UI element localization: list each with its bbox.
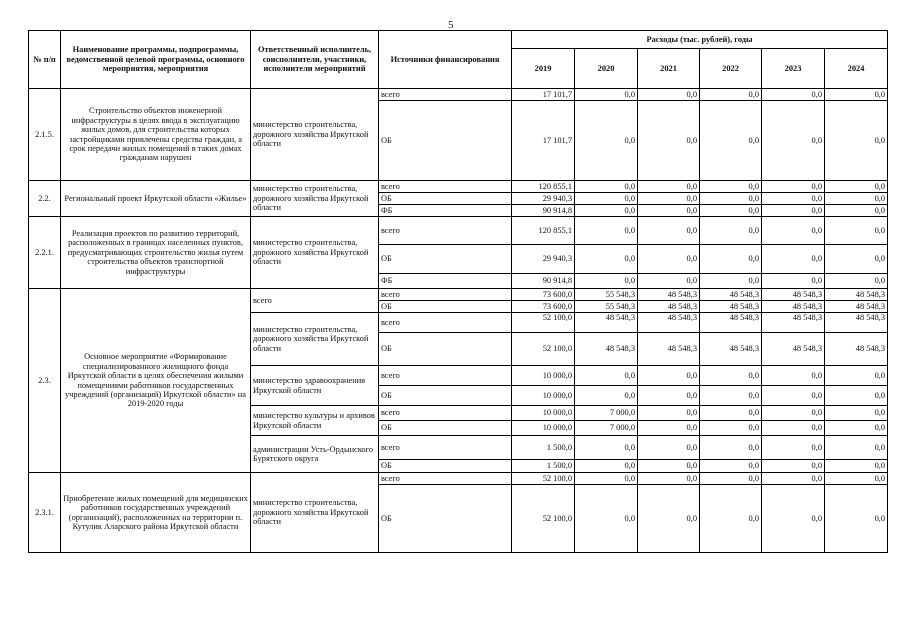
- value-cell: 0,0: [762, 217, 825, 245]
- header-source: Источники финансирования: [379, 31, 512, 89]
- value-cell: 0,0: [700, 274, 762, 289]
- value-cell: 0,0: [825, 217, 888, 245]
- row-source: всего: [379, 181, 512, 193]
- value-cell: 0,0: [825, 274, 888, 289]
- value-cell: 0,0: [762, 274, 825, 289]
- value-cell: 0,0: [825, 181, 888, 193]
- header-executor: Ответственный исполнитель, соисполнители, участники, исполнители мероприятий: [251, 31, 379, 89]
- header-expenses: Расходы (тыс. рублей), годы: [512, 31, 888, 49]
- row-source: ОБ: [379, 245, 512, 274]
- value-cell: 1 500,0: [512, 436, 575, 460]
- value-cell: 0,0: [638, 386, 700, 406]
- header-no: № п/п: [29, 31, 61, 89]
- value-cell: 0,0: [700, 89, 762, 101]
- row-source: ОБ: [379, 386, 512, 406]
- value-cell: 0,0: [700, 366, 762, 386]
- value-cell: 48 548,3: [762, 333, 825, 366]
- value-cell: 0,0: [762, 205, 825, 217]
- value-cell: 0,0: [575, 473, 638, 485]
- value-cell: 0,0: [638, 245, 700, 274]
- value-cell: 0,0: [575, 460, 638, 473]
- value-cell: 0,0: [638, 421, 700, 436]
- budget-table: [28, 30, 888, 553]
- row-source: ОБ: [379, 193, 512, 205]
- value-cell: 0,0: [575, 217, 638, 245]
- value-cell: 0,0: [762, 101, 825, 181]
- value-cell: 0,0: [762, 245, 825, 274]
- value-cell: 48 548,3: [575, 333, 638, 366]
- value-cell: 0,0: [575, 193, 638, 205]
- value-cell: 0,0: [700, 485, 762, 553]
- row-name: Основное мероприятие «Формирование специализированного жилищного фонда Иркутской области в целях обеспечения жилыми помещениями работников государственных учреждений (организаций) Иркутской области» на 2019-2020 годы: [61, 289, 251, 473]
- row-index: 2.2.: [29, 181, 61, 217]
- value-cell: 73 600,0: [512, 301, 575, 313]
- value-cell: 0,0: [762, 89, 825, 101]
- row-executor: администрации Усть-Ордынского Бурятского округа: [251, 436, 379, 473]
- value-cell: 0,0: [825, 89, 888, 101]
- value-cell: 0,0: [825, 245, 888, 274]
- value-cell: 48 548,3: [700, 333, 762, 366]
- value-cell: 48 548,3: [638, 313, 700, 333]
- row-source: всего: [379, 436, 512, 460]
- header-year: 2019: [512, 49, 575, 89]
- value-cell: 7 000,0: [575, 421, 638, 436]
- value-cell: 0,0: [638, 101, 700, 181]
- row-source: всего: [379, 313, 512, 333]
- header-year: 2023: [762, 49, 825, 89]
- value-cell: 0,0: [825, 460, 888, 473]
- row-source: всего: [379, 289, 512, 301]
- value-cell: 0,0: [762, 460, 825, 473]
- value-cell: 55 548,3: [575, 289, 638, 301]
- value-cell: 0,0: [700, 217, 762, 245]
- value-cell: 120 855,1: [512, 181, 575, 193]
- value-cell: 48 548,3: [762, 301, 825, 313]
- value-cell: 0,0: [700, 205, 762, 217]
- value-cell: 52 100,0: [512, 485, 575, 553]
- table-row: [29, 473, 888, 485]
- value-cell: 0,0: [825, 473, 888, 485]
- value-cell: 0,0: [700, 193, 762, 205]
- value-cell: 0,0: [638, 485, 700, 553]
- header-year: 2021: [638, 49, 700, 89]
- row-source: ОБ: [379, 485, 512, 553]
- header-year: 2024: [825, 49, 888, 89]
- value-cell: 0,0: [638, 406, 700, 421]
- value-cell: 17 101,7: [512, 89, 575, 101]
- value-cell: 0,0: [575, 485, 638, 553]
- header-year: 2020: [575, 49, 638, 89]
- value-cell: 0,0: [638, 89, 700, 101]
- value-cell: 0,0: [700, 386, 762, 406]
- value-cell: 0,0: [700, 460, 762, 473]
- row-source: ОБ: [379, 301, 512, 313]
- value-cell: 120 855,1: [512, 217, 575, 245]
- row-executor: всего: [251, 289, 379, 313]
- row-executor: министерство здравоохранения Иркутской области: [251, 366, 379, 406]
- row-source: всего: [379, 366, 512, 386]
- row-source: ОБ: [379, 460, 512, 473]
- value-cell: 10 000,0: [512, 421, 575, 436]
- value-cell: 52 100,0: [512, 473, 575, 485]
- value-cell: 0,0: [638, 205, 700, 217]
- value-cell: 73 600,0: [512, 289, 575, 301]
- value-cell: 0,0: [762, 473, 825, 485]
- value-cell: 0,0: [825, 205, 888, 217]
- value-cell: 0,0: [575, 386, 638, 406]
- value-cell: 17 101,7: [512, 101, 575, 181]
- value-cell: 29 940,3: [512, 245, 575, 274]
- row-source: всего: [379, 217, 512, 245]
- value-cell: 0,0: [762, 386, 825, 406]
- value-cell: 52 100,0: [512, 333, 575, 366]
- value-cell: 0,0: [575, 101, 638, 181]
- row-index: 2.3.1.: [29, 473, 61, 553]
- value-cell: 0,0: [762, 436, 825, 460]
- value-cell: 0,0: [638, 181, 700, 193]
- value-cell: 10 000,0: [512, 366, 575, 386]
- row-executor: министерство строительства, дорожного хозяйства Иркутской области: [251, 217, 379, 289]
- value-cell: 48 548,3: [700, 301, 762, 313]
- row-name: Приобретение жилых помещений для медицинских работников государственных учреждений (организаций), расположенных на территории п. Кутулик Аларского района Иркутской области: [61, 473, 251, 553]
- page-number: 5: [448, 19, 454, 31]
- value-cell: 0,0: [825, 366, 888, 386]
- value-cell: 0,0: [762, 181, 825, 193]
- value-cell: 0,0: [825, 386, 888, 406]
- row-source: ОБ: [379, 421, 512, 436]
- row-name: Строительство объектов инженерной инфраструктуры в целях ввода в эксплуатацию жилых домов, для строительства которых застройщиками привлечены средства граждан, а срок передачи жилых помещений в таких домах гражданам нарушен: [61, 89, 251, 181]
- value-cell: 0,0: [575, 436, 638, 460]
- value-cell: 10 000,0: [512, 406, 575, 421]
- value-cell: 48 548,3: [825, 289, 888, 301]
- value-cell: 0,0: [575, 181, 638, 193]
- value-cell: 0,0: [825, 436, 888, 460]
- value-cell: 48 548,3: [825, 301, 888, 313]
- table-row: [29, 217, 888, 245]
- value-cell: 0,0: [825, 421, 888, 436]
- value-cell: 0,0: [575, 274, 638, 289]
- value-cell: 0,0: [638, 274, 700, 289]
- row-name: Региональный проект Иркутской области «Жилье»: [61, 181, 251, 217]
- value-cell: 0,0: [638, 460, 700, 473]
- value-cell: 0,0: [700, 473, 762, 485]
- value-cell: 48 548,3: [825, 333, 888, 366]
- header-name: Наименование программы, подпрограммы, ведомственной целевой программы, основного мероприятия, мероприятия: [61, 31, 251, 89]
- value-cell: 0,0: [575, 366, 638, 386]
- value-cell: 0,0: [700, 406, 762, 421]
- value-cell: 0,0: [638, 473, 700, 485]
- row-name: Реализация проектов по развитию территорий, расположенных в границах населенных пунктов, предусматривающих строительство жилья путем строительства объектов транспортной инфраструктуры: [61, 217, 251, 289]
- value-cell: 48 548,3: [638, 301, 700, 313]
- value-cell: 0,0: [575, 89, 638, 101]
- row-executor: министерство строительства, дорожного хозяйства Иркутской области: [251, 89, 379, 181]
- value-cell: 1 500,0: [512, 460, 575, 473]
- value-cell: 29 940,3: [512, 193, 575, 205]
- row-source: ОБ: [379, 333, 512, 366]
- value-cell: 0,0: [700, 101, 762, 181]
- value-cell: 0,0: [575, 205, 638, 217]
- value-cell: 48 548,3: [762, 313, 825, 333]
- value-cell: 0,0: [700, 245, 762, 274]
- value-cell: 0,0: [638, 436, 700, 460]
- value-cell: 0,0: [762, 406, 825, 421]
- value-cell: 0,0: [575, 245, 638, 274]
- value-cell: 0,0: [700, 181, 762, 193]
- row-source: всего: [379, 406, 512, 421]
- row-source: ФБ: [379, 274, 512, 289]
- value-cell: 0,0: [762, 485, 825, 553]
- value-cell: 0,0: [762, 193, 825, 205]
- row-index: 2.2.1.: [29, 217, 61, 289]
- value-cell: 0,0: [638, 193, 700, 205]
- row-executor: министерство строительства, дорожного хозяйства Иркутской области: [251, 181, 379, 217]
- value-cell: 0,0: [638, 366, 700, 386]
- value-cell: 0,0: [762, 421, 825, 436]
- value-cell: 10 000,0: [512, 386, 575, 406]
- value-cell: 48 548,3: [825, 313, 888, 333]
- table-row: [29, 89, 888, 101]
- row-index: 2.3.: [29, 289, 61, 473]
- value-cell: 0,0: [825, 101, 888, 181]
- value-cell: 90 914,8: [512, 274, 575, 289]
- header-row: [29, 31, 888, 49]
- row-executor: министерство культуры и архивов Иркутской области: [251, 406, 379, 436]
- row-source: ОБ: [379, 101, 512, 181]
- value-cell: 0,0: [762, 366, 825, 386]
- value-cell: 0,0: [700, 436, 762, 460]
- value-cell: 52 100,0: [512, 313, 575, 333]
- value-cell: 48 548,3: [762, 289, 825, 301]
- row-executor: министерство строительства, дорожного хозяйства Иркутской области: [251, 313, 379, 366]
- value-cell: 48 548,3: [638, 289, 700, 301]
- header-year: 2022: [700, 49, 762, 89]
- value-cell: 0,0: [825, 406, 888, 421]
- value-cell: 0,0: [638, 217, 700, 245]
- value-cell: 48 548,3: [638, 333, 700, 366]
- value-cell: 48 548,3: [700, 313, 762, 333]
- value-cell: 0,0: [825, 485, 888, 553]
- value-cell: 48 548,3: [700, 289, 762, 301]
- row-source: ФБ: [379, 205, 512, 217]
- value-cell: 0,0: [825, 193, 888, 205]
- row-source: всего: [379, 89, 512, 101]
- row-index: 2.1.5.: [29, 89, 61, 181]
- table-row: [29, 181, 888, 193]
- row-executor: министерство строительства, дорожного хозяйства Иркутской области: [251, 473, 379, 553]
- value-cell: 90 914,8: [512, 205, 575, 217]
- value-cell: 7 000,0: [575, 406, 638, 421]
- value-cell: 0,0: [700, 421, 762, 436]
- row-source: всего: [379, 473, 512, 485]
- value-cell: 55 548,3: [575, 301, 638, 313]
- value-cell: 48 548,3: [575, 313, 638, 333]
- table-row: [29, 289, 888, 301]
